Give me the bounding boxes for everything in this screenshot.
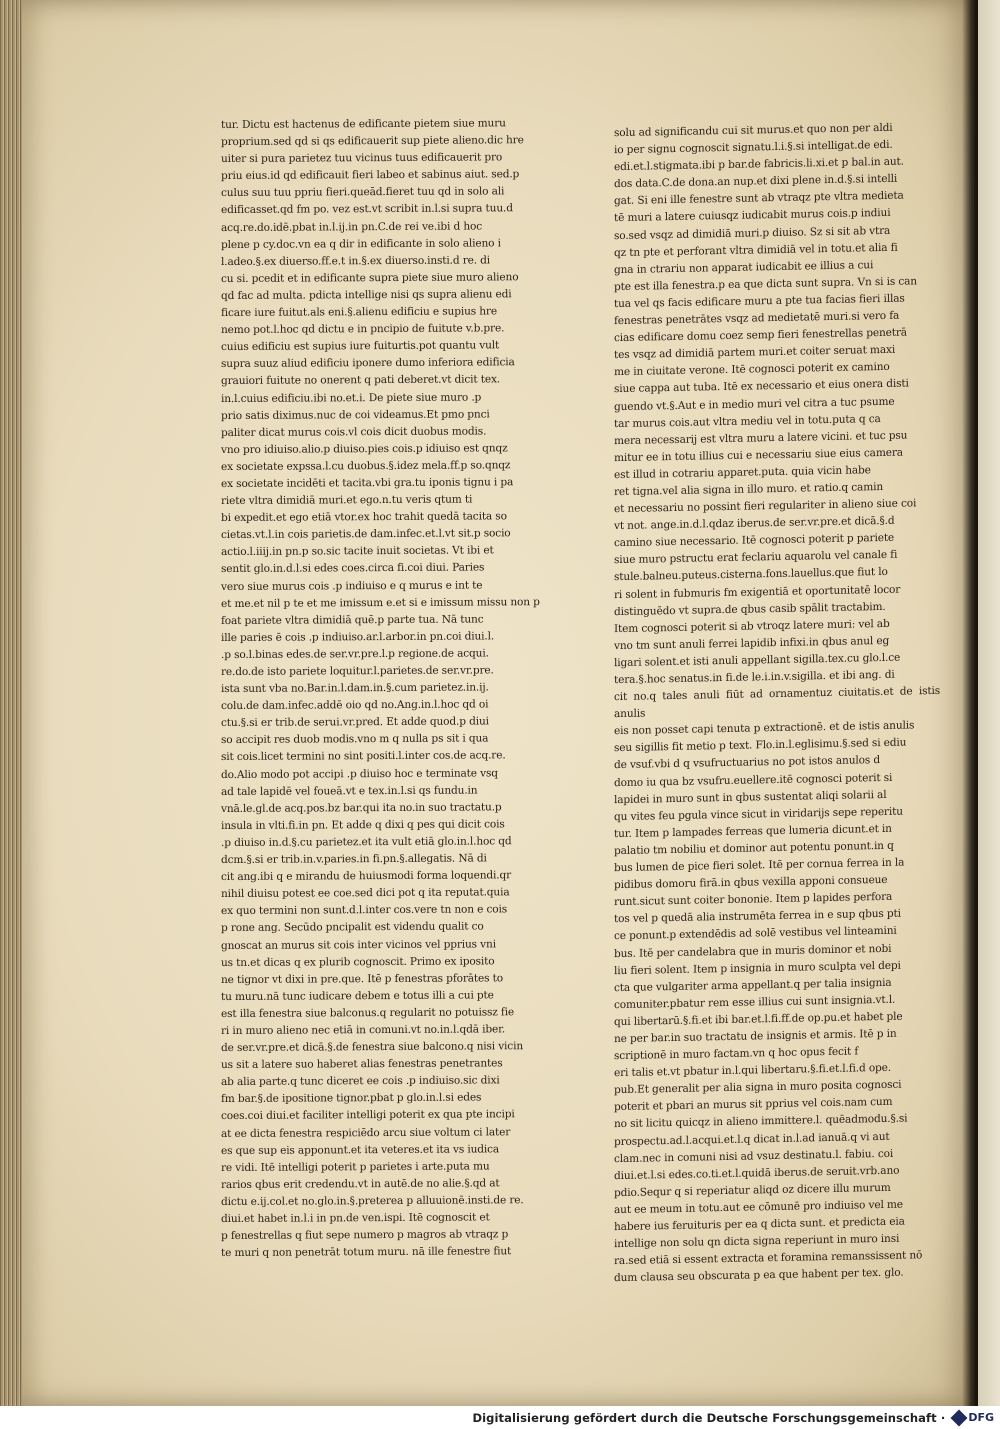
text-line: re vidi. Itē intelligi poterit p parietes i arte.puta mu	[221, 1160, 490, 1174]
text-line: grauiori fuitute no onerent q pati deberet.vt dicit tex.	[221, 373, 501, 388]
text-line: dos data.C.de dona.an nup.et dixi plene in.d.§.si intelli	[614, 172, 898, 191]
text-line: scriptionē in muro factam.vn q hoc opus fecit f	[614, 1045, 859, 1063]
text-line: vno tm sunt anuli ferrei lapidib infixi.in qbus anul eg	[614, 634, 890, 652]
text-line: cta que vulgariter arma appellant.q per talia insignia	[614, 976, 892, 994]
left-text-column	[221, 115, 561, 1262]
text-line: dictu e.ij.col.et no.glo.in.§.preterea p alluuionē.insti.de re.	[221, 1194, 524, 1208]
text-line: culus suu tuu ppriu fieri.queād.fieret tuu qd in solo ali	[221, 185, 505, 200]
text-line: so.sed vsqz ad dimidiā muri.p diuiso. Sz si sit ab vtra	[614, 224, 891, 242]
text-line: dcm.§.si er trib.in.v.paries.in fi.pn.§.allegatis. Nā di	[221, 852, 487, 867]
text-line: qd fac ad multa. pdicta intellige nisi qs supra alienu edi	[221, 288, 512, 302]
text-line: stule.balneu.puteus.cisterna.fons.lauellus.que fiut lo	[614, 566, 888, 584]
text-line: pdio.Sequr q si reperiatur aliqd oz dicere illu murum	[614, 1181, 891, 1199]
text-line: pte est illa fenestra.p ea que dicta sunt supra. Vn si is can	[614, 275, 917, 293]
text-line: acq.re.do.idē.pbat in.l.ij.in pn.C.de rei ve.ibi d hoc	[221, 220, 483, 234]
funding-credit: Digitalisierung gefördert durch die Deutsche Forschungsgemeinschaft ·	[472, 1410, 946, 1425]
text-line: et necessariu no possint fieri regulariter in alieno siue coi	[614, 497, 917, 516]
text-line: camino siue necessario. Itē cognosci poterit p pariete	[614, 532, 895, 550]
text-line: edi.et.l.stigmata.ibi p bar.de fabricis.li.xi.et p bal.in aut.	[614, 155, 904, 174]
text-line: runt.sicut sunt coiter bononie. Item p lapides perfora	[614, 891, 893, 909]
text-line: prio satis diximus.nuc de coi videamus.Et pmo pnci	[221, 407, 490, 422]
text-line: ra.sed etiā si essent extracta et foramina remanssissent nō	[614, 1249, 923, 1268]
text-line: bus. Itē per candelabra que in muris dominor et nobi	[614, 942, 892, 960]
text-line: ficare iure fuitut.als eni.§.alienu edificiu e supius hre	[221, 305, 497, 320]
text-line: solu ad significandu cui sit murus.et quo non per aldi	[614, 121, 893, 140]
text-line: riete vltra dimidiā muri.et ego.n.tu veris qtum ti	[221, 493, 473, 508]
dfg-logo-text: DFG	[968, 1411, 994, 1424]
text-line: ad tale lapidē vel foueā.vt e tex.in.l.si qs fundu.in	[221, 784, 478, 798]
text-line: ab alia parte.q tunc diceret ee cois .p indiuiso.sic dixi	[221, 1074, 500, 1089]
text-line: guendo vt.§.Aut e in medio muri vel citra a tuc psume	[614, 395, 895, 413]
text-line: liu fieri solent. Item p insignia in muro sculpta vel depi	[614, 959, 901, 977]
text-line: io per signu cognoscit signatu.l.i.§.si intelligat.de edi.	[614, 138, 893, 157]
text-line: in.l.cuius edificiu.ibi no.et.i. De piete siue muro .p	[221, 390, 482, 405]
text-line: cias edificare domu coez semp fieri fenestrellas penetrā	[614, 326, 907, 345]
text-line: tu muru.nā tunc iudicare debem e totus illi a cui pte	[221, 989, 494, 1003]
text-line: lapidei in muro sunt in qbus sustentat aliqi solarii al	[614, 788, 887, 806]
text-line: ex quo termini non sunt.d.l.inter cos.vere tn non e cois	[221, 903, 508, 918]
text-line: bus lumen de pice fieri solet. Itē per cornua ferrea in la	[614, 856, 905, 875]
text-line: Item cognosci poterit si ab vtroqz latere muri: vel ab	[614, 617, 890, 635]
text-line: comuniter.pbatur rem esse illius cui sunt insignia.vt.l.	[614, 993, 896, 1011]
text-line: ctu.§.si er trib.de serui.vr.pred. Et adde quod.p diui	[221, 715, 489, 730]
text-line: gnoscat an murus sit cois inter vicinos vel pprius vni	[221, 937, 496, 952]
text-line: .p so.l.binas edes.de ser.vr.pre.l.p regione.de acqui.	[221, 647, 489, 661]
text-line: siue muro pstructu erat feclariu aquarolu vel canale fi	[614, 549, 898, 567]
dfg-logo-icon	[951, 1409, 968, 1426]
text-line: bi expedit.et ego etiā vtor.ex hoc trahit quedā tacita so	[221, 510, 507, 525]
text-line: siue cappa aut tuba. Itē ex necessario et eius onera disti	[614, 377, 909, 396]
text-line: palatio tm nobiliu et dominor aut potentu ponunt.in q	[614, 839, 894, 858]
text-line: distinguēdo vt supra.de qbus casib spālit tractabim.	[614, 600, 886, 618]
text-line: uiter si pura parietez tuu vicinus tuus edificauerit pro	[221, 151, 503, 166]
text-line: dum clausa seu obscurata p ea que habent per tex. glo.	[614, 1266, 904, 1285]
text-line: domo iu qua bz vsufru.euellere.itē cognosci poterit si	[614, 771, 893, 789]
text-line: insula in vlti.fi.in pn. Et adde q dixi q pes qui dicit cois	[221, 818, 505, 832]
text-line: edificasset.qd fm po. vez est.vt scribit in.l.si supra tuu.d	[221, 202, 513, 217]
text-line: actio.l.iiij.in pn.p so.sic tacite inuit societas. Vt ibi et	[221, 544, 494, 559]
text-line: ista sunt vba no.Bar.in.l.dam.in.§.cum parietez.in.ij.	[221, 681, 489, 696]
footer-bar	[0, 1406, 1000, 1429]
text-line: ligari solent.et isti anuli appellant sigilla.tex.cu glo.l.ce	[614, 651, 901, 670]
text-line: foat pariete vltra dimidiā quē.p parte tua. Nā tunc	[221, 613, 484, 627]
text-line: pub.Et generalit per alia signa in muro posita cognosci	[614, 1078, 902, 1097]
text-line: do.Alio modo pot accipi .p diuiso hoc e terminate vsq	[221, 766, 498, 781]
text-line: p fenestrellas q fiut sepe numero p magros ab vtraqz p	[221, 1228, 509, 1243]
text-line: eis non posset capi tenuta p extractionē. et de istis anulis	[614, 719, 915, 738]
text-line: diui.et.l.si edes.co.ti.et.l.quidā iberus.de seruit.vrb.ano	[614, 1164, 900, 1182]
text-line: tos vel p quedā alia instrumēta ferrea in e sup qbus pti	[614, 907, 901, 926]
text-line: rarios qbus erit credendu.vt in autē.de no alie.§.qd at	[221, 1177, 500, 1191]
text-line: supra suuz aliud edificiu iponere dumo inferiora edificia	[221, 356, 515, 371]
text-line: ex societate expssa.l.cu duobus.§.idez mela.ff.p so.qnqz	[221, 459, 511, 473]
text-line: ille paries ē cois .p indiuiso.ar.l.arbor.in pn.coi diui.l.	[221, 630, 495, 644]
text-line: fm bar.§.de ipositione tignor.pbat p glo.in.l.si edes	[221, 1091, 482, 1106]
page-edges	[0, 0, 22, 1406]
text-line: ri solent in fubmuris fm exigentiā et oportunitatē locor	[614, 583, 901, 601]
text-line: gat. Si eni ille fenestre sunt ab vtraqz pte vltra medieta	[614, 189, 904, 208]
text-line: me in ciuitate verone. Itē cognosci poterit ex camino	[614, 361, 890, 379]
text-line: sentit glo.in.d.l.si edes coes.circa fi.coi diui. Paries	[221, 561, 485, 576]
text-line: ex societate incidēti et tacita.vbi gra.tu iponis tignu i pa	[221, 476, 514, 491]
text-line: colu.de dam.infec.addē oio qd no.Ang.in.l.hoc qd oi	[221, 698, 489, 713]
text-line: seu sigillis fit metio p text. Flo.in.l.eglisimu.§.sed si ediu	[614, 736, 907, 755]
text-line: cuius edificiu est supius iure fuiturtis.pot quantu vult	[221, 339, 500, 354]
text-line: et me.et nil p te et me imissum e.et si e imissum missu non p	[221, 595, 540, 610]
text-line: vno pro idiuiso.alio.p diuiso.pies cois.p idiuiso est qnqz	[221, 442, 508, 456]
text-line: at ee dicta fenestra respiciēdo arcu siue voltum ci later	[221, 1125, 511, 1140]
text-line: tera.§.hoc senatus.in fi.de le.i.in.v.sigilla. et ibi ang. di	[614, 668, 895, 687]
text-line: ret tigna.vel alia signa in illo muro. et ratio.q camin	[614, 480, 884, 499]
text-line: vnā.le.gl.de acq.pos.bz bar.qui ita no.in suo tractatu.p	[221, 801, 502, 815]
text-line: p rone ang. Secūdo pncipalit est videndu qualit co	[221, 920, 484, 935]
text-line: poterit et pbari an murus sit pprius vel cois.nam cum	[614, 1096, 893, 1114]
text-line: ne per bar.in suo tractatu de insignis et armis. Itē p in	[614, 1027, 897, 1046]
text-line: est illud in cotrariu apparet.puta. quia vicin habe	[614, 464, 871, 482]
text-line: te muri q non penetrāt totum muru. nā ille fenestre fiut	[221, 1245, 512, 1260]
text-line: habere ius feruituris per ea q dicta sunt. et predicta eia	[614, 1215, 905, 1234]
text-line: cit ang.ibi q e mirandu de huiusmodi forma loquendi.qr	[221, 869, 512, 884]
text-line: tur. Item p lampades ferreas que lumeria dicunt.et in	[614, 822, 892, 840]
text-line: .p diuiso in.d.§.cu parietez.et ita vult etiā glo.in.l.hoc qd	[221, 835, 512, 849]
text-line: coes.coi diui.et faciliter intelligi poterit ex qua pte incipi	[221, 1108, 515, 1123]
text-line: tur. Dictu est hactenus de edificante pietem siue muru	[221, 117, 506, 132]
text-line: eri talis et.vt pbatur in.l.qui libertaru.§.fi.et.l.fi.d ope.	[614, 1061, 892, 1080]
text-line: vt not. ange.in.d.l.qdaz iberus.de ser.vr.pre.et dicā.§.d	[614, 514, 895, 533]
right-text-column	[614, 119, 940, 1288]
text-line: diui.et habet in.l.i in pn.de ven.ispi. Itē cognoscit et	[221, 1211, 490, 1226]
text-line: intellige non solu qn dicta signa reperiunt in muro insi	[614, 1232, 900, 1251]
text-line: cu si. pcedit et in edificante supra piete siue muro alieno	[221, 271, 519, 285]
text-line: pidibus domoru firā.in qbus vexilla apponi consueue	[614, 874, 888, 892]
text-line: priu eius.id qd edificauit fieri labeo et sabinus aiut. sed.p	[221, 168, 520, 183]
text-line: so accipit res duob modis.vno m q nulla ps sit i qua	[221, 732, 489, 747]
text-line: ce ponunt.p extendēdis ad solē vestibus vel linteamini	[614, 925, 897, 943]
text-line: clam.nec in comuni nisi ad vsuz destinatu.l. fabiu. coi	[614, 1147, 894, 1165]
binding-gutter	[962, 0, 978, 1406]
text-line: us sit a latere suo haberet alias fenestras penetrantes	[221, 1057, 503, 1072]
dfg-logo	[953, 1411, 994, 1424]
text-line: mera necessarij est vltra muru a latere vicini. et tuc psu	[614, 429, 908, 447]
text-line: tua vel qs facis edificare muru a pte tua facias fieri illas	[614, 292, 905, 311]
text-line: mitur ee in totu illius cui e necessariu siue eius camera	[614, 446, 903, 464]
text-line: de vsuf.vbi d q vsufructuarius no pot istos anulos d	[614, 754, 880, 772]
text-line: us tn.et dicas q ex plurib cognoscit. Primo ex iposito	[221, 954, 495, 969]
text-line: vero siue murus cois .p indiuiso e q murus e int te	[221, 578, 483, 593]
text-line: prospectu.ad.l.acqui.et.l.q dicat in.l.ad ianuā.q vi aut	[614, 1130, 890, 1148]
text-line: qu vites feu pgula vince sicut in viridarijs sepe reperitu	[614, 805, 903, 823]
text-line: re.do.de isto pariete loquitur.l.parietes.de ser.vr.pre.	[221, 664, 494, 679]
text-line: gna in ctrariu non apparat iudicabit ee illius a cui	[614, 258, 874, 276]
text-line: fenestras penetrātes vsqz ad medietatē muri.si vero fa	[614, 309, 900, 328]
text-line: no sit licitu quicqz in alieno immittere.l. quēadmodu.§.si	[614, 1112, 908, 1131]
text-line: tes vsqz ad dimidiā partem muri.et coiter seruat maxi	[614, 343, 896, 362]
facing-page-edge	[978, 0, 1000, 1406]
text-line: qui libertarū.§.fi.et ibi bar.et.l.fi.ff.de op.pu.et habet ple	[614, 1010, 903, 1029]
text-line: aut ee meum in totu.aut ee cōmunē pro indiuiso vel me	[614, 1198, 903, 1217]
text-line: tar murus cois.aut vltra mediu vel in totu.puta q ca	[614, 412, 881, 430]
text-line: cietas.vt.l.in cois parietis.de dam.infec.et.l.vt sit.p socio	[221, 527, 511, 542]
text-line: nihil diuisu potest ee coe.sed dici pot q ita reputat.quia	[221, 886, 510, 901]
text-line: l.adeo.§.ex diuerso.ff.e.t in.§.ex diuerso.insti.d re. di	[221, 254, 491, 268]
text-line: ri in muro alieno nec etiā in comuni.vt no.in.l.qdā iber.	[221, 1023, 506, 1038]
text-line: est illa fenestra siue balconus.q regularit no potuissz fie	[221, 1006, 515, 1020]
text-line: plene p cy.doc.vn ea q dir in edificante in solo alieno i	[221, 236, 501, 251]
text-line: es que sup eis apponunt.et ita veteres.et ita vs iudica	[221, 1142, 500, 1157]
text-line: sit cois.licet termini no sint positi.l.inter cos.de acq.re.	[221, 749, 506, 764]
text-line: de ser.vr.pre.et dicā.§.de fenestra siue balcono.q nisi vicin	[221, 1040, 523, 1055]
text-line: cit no.q tales anuli fiūt ad ornamentuz ciuitatis.et de istis anulis	[614, 684, 940, 721]
text-line: proprium.sed qd si qs edificauerit sup piete alieno.dic hre	[221, 134, 524, 149]
text-line: qz tn pte et perforant vltra dimidiā vel in totu.et alia fi	[614, 241, 898, 259]
text-line: tē muri a latere cuiusqz iudicabit murus cois.p indiui	[614, 207, 891, 225]
text-line: ne tignor vt dixi in pre.que. Itē p fenestras pforātes to	[221, 972, 503, 986]
text-line: nemo pot.l.hoc qd dictu e in pncipio de fuitute v.b.pre.	[221, 322, 505, 337]
text-line: paliter dicat murus cois.vl cois dicit duobus modis.	[221, 425, 487, 439]
